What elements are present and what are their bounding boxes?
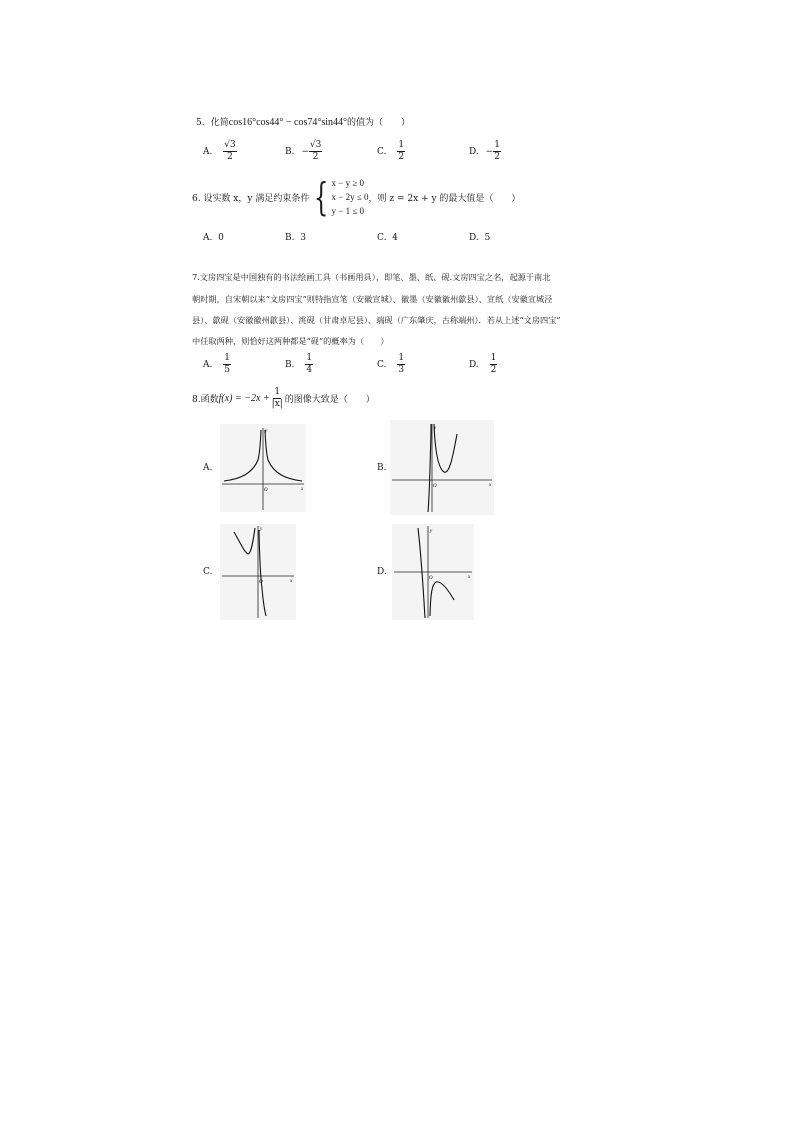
numerator: 1 (274, 387, 281, 397)
denominator: 2 (227, 152, 233, 162)
q5-suffix: 的值为（ ） (347, 118, 411, 128)
fraction (493, 141, 501, 162)
fraction (223, 354, 231, 375)
option-label: A. (203, 233, 213, 243)
left-brace-icon: { (314, 175, 329, 219)
q7-option-a[interactable] (203, 354, 231, 375)
numerator: 1 (398, 353, 405, 363)
q8-graph-d[interactable] (392, 524, 474, 620)
denominator: 2 (494, 152, 500, 162)
q8-option-c-label[interactable]: C. (203, 567, 213, 577)
constraint-lines (332, 176, 369, 218)
q7-line-2: 朝时期，自宋朝以来“文房四宝”则特指宣笔（安徽宣城）、徽墨（安徽徽州歙县）、宣纸（安徽宣城泾 (192, 294, 553, 304)
option-value: 5 (484, 233, 491, 243)
option-label: C. (377, 233, 387, 243)
numerator: 1 (224, 353, 230, 363)
fraction (397, 354, 405, 375)
x-axis-label: x (301, 487, 304, 492)
q8-suffix: 的图像大致是（ ） (284, 395, 375, 405)
q6-stem (192, 176, 520, 218)
q5-option-c[interactable] (377, 141, 405, 162)
x-axis-label: x (468, 575, 471, 580)
q8-option-d-label[interactable]: D. (377, 567, 387, 577)
q7-line-4: 中任取两种，则恰好这两种都是“砚”的概率为（ ） (192, 336, 389, 346)
denominator: 2 (490, 365, 497, 375)
denominator: 3 (398, 365, 405, 375)
q6-option-a[interactable] (203, 233, 224, 243)
x-axis-label: x (489, 483, 492, 488)
numerator: 1 (398, 140, 405, 150)
option-label: D. (469, 233, 479, 243)
numerator: 1 (494, 140, 500, 150)
q5-option-b[interactable] (285, 141, 322, 162)
numerator: 1 (490, 353, 497, 363)
constraint-3: y − 1 ≤ 0 (331, 206, 365, 216)
q6-option-b[interactable] (285, 233, 306, 243)
graph-background (390, 420, 494, 515)
option-value: 4 (392, 233, 398, 243)
q5-stem (196, 115, 410, 128)
q7-option-c[interactable] (377, 354, 405, 375)
q6-prefix: 6. 设实数 x，y 满足约束条件 (192, 193, 310, 204)
option-label: A. (203, 147, 213, 157)
origin-label: O (429, 576, 433, 581)
fraction (397, 141, 405, 162)
q7-line-3: 县）、歙砚（安徽徽州歙县）、洮砚（甘肃卓尼县）、端砚（广东肇庆，古称端州）．若从上述“文房四宝” (192, 315, 561, 325)
option-label: D. (469, 360, 479, 370)
numerator: √3 (309, 140, 322, 150)
q8-option-a-label[interactable]: A. (203, 463, 213, 473)
minus-sign: − (485, 147, 494, 157)
origin-label: O (264, 488, 268, 493)
q8-graph-c[interactable] (220, 524, 296, 620)
denominator: 2 (398, 152, 405, 162)
fraction (272, 388, 283, 409)
q8-graph-a[interactable] (220, 424, 306, 512)
denominator: |x| (271, 399, 283, 409)
x-axis-label: x (290, 579, 293, 584)
constraint-1: x − y ≥ 0 (331, 178, 365, 188)
y-axis-label: y (260, 527, 263, 532)
option-label: B. (285, 147, 295, 157)
q5-expression: cos16°cos44° − cos74°sin44° (228, 117, 348, 128)
origin-label: O (433, 484, 437, 489)
y-axis-label: y (430, 529, 433, 534)
denominator: 4 (306, 365, 313, 375)
y-axis-label: y (434, 426, 437, 431)
option-value: 3 (300, 233, 306, 243)
origin-label: O (259, 580, 263, 585)
denominator: 2 (312, 152, 319, 162)
q8-graph-b[interactable] (390, 420, 494, 515)
option-label: C. (377, 360, 387, 370)
option-label: A. (203, 360, 213, 370)
q5-option-a[interactable] (203, 141, 237, 162)
option-label: D. (469, 147, 479, 157)
y-axis-label: y (265, 429, 268, 434)
q5-number: 5． (196, 118, 211, 128)
q7-line-1: 7.文房四宝是中国独有的书法绘画工具（书画用具），即笔、墨、纸、砚.文房四宝之名，起源于南北 (192, 272, 551, 282)
q6-constraint-system (309, 176, 368, 218)
fraction (223, 141, 236, 162)
option-label: C. (377, 147, 387, 157)
minus-sign: − (301, 147, 309, 157)
option-value: 0 (218, 233, 224, 243)
option-label: B. (285, 233, 295, 243)
q6-option-d[interactable] (469, 233, 490, 243)
q6-option-c[interactable] (377, 233, 398, 243)
fraction (490, 354, 498, 375)
q8-prefix: 8.函数 (192, 395, 219, 405)
constraint-2: x − 2y ≤ 0 (331, 192, 369, 202)
denominator: 5 (224, 365, 230, 375)
q7-option-d[interactable] (469, 354, 497, 375)
q8-option-b-label[interactable]: B. (377, 463, 387, 473)
q8-stem (192, 388, 375, 409)
fraction (305, 354, 313, 375)
q8-function: f(x) = −2x + (218, 393, 270, 404)
numerator: 1 (306, 353, 313, 363)
numerator: √3 (224, 140, 236, 150)
q5-prefix: 化简 (210, 118, 229, 128)
q6-suffix: ，则 z = 2x + y 的最大值是（ ） (368, 193, 521, 204)
q5-option-d[interactable] (469, 141, 501, 162)
option-label: B. (285, 360, 295, 370)
q7-option-b[interactable] (285, 354, 313, 375)
fraction (309, 141, 322, 162)
